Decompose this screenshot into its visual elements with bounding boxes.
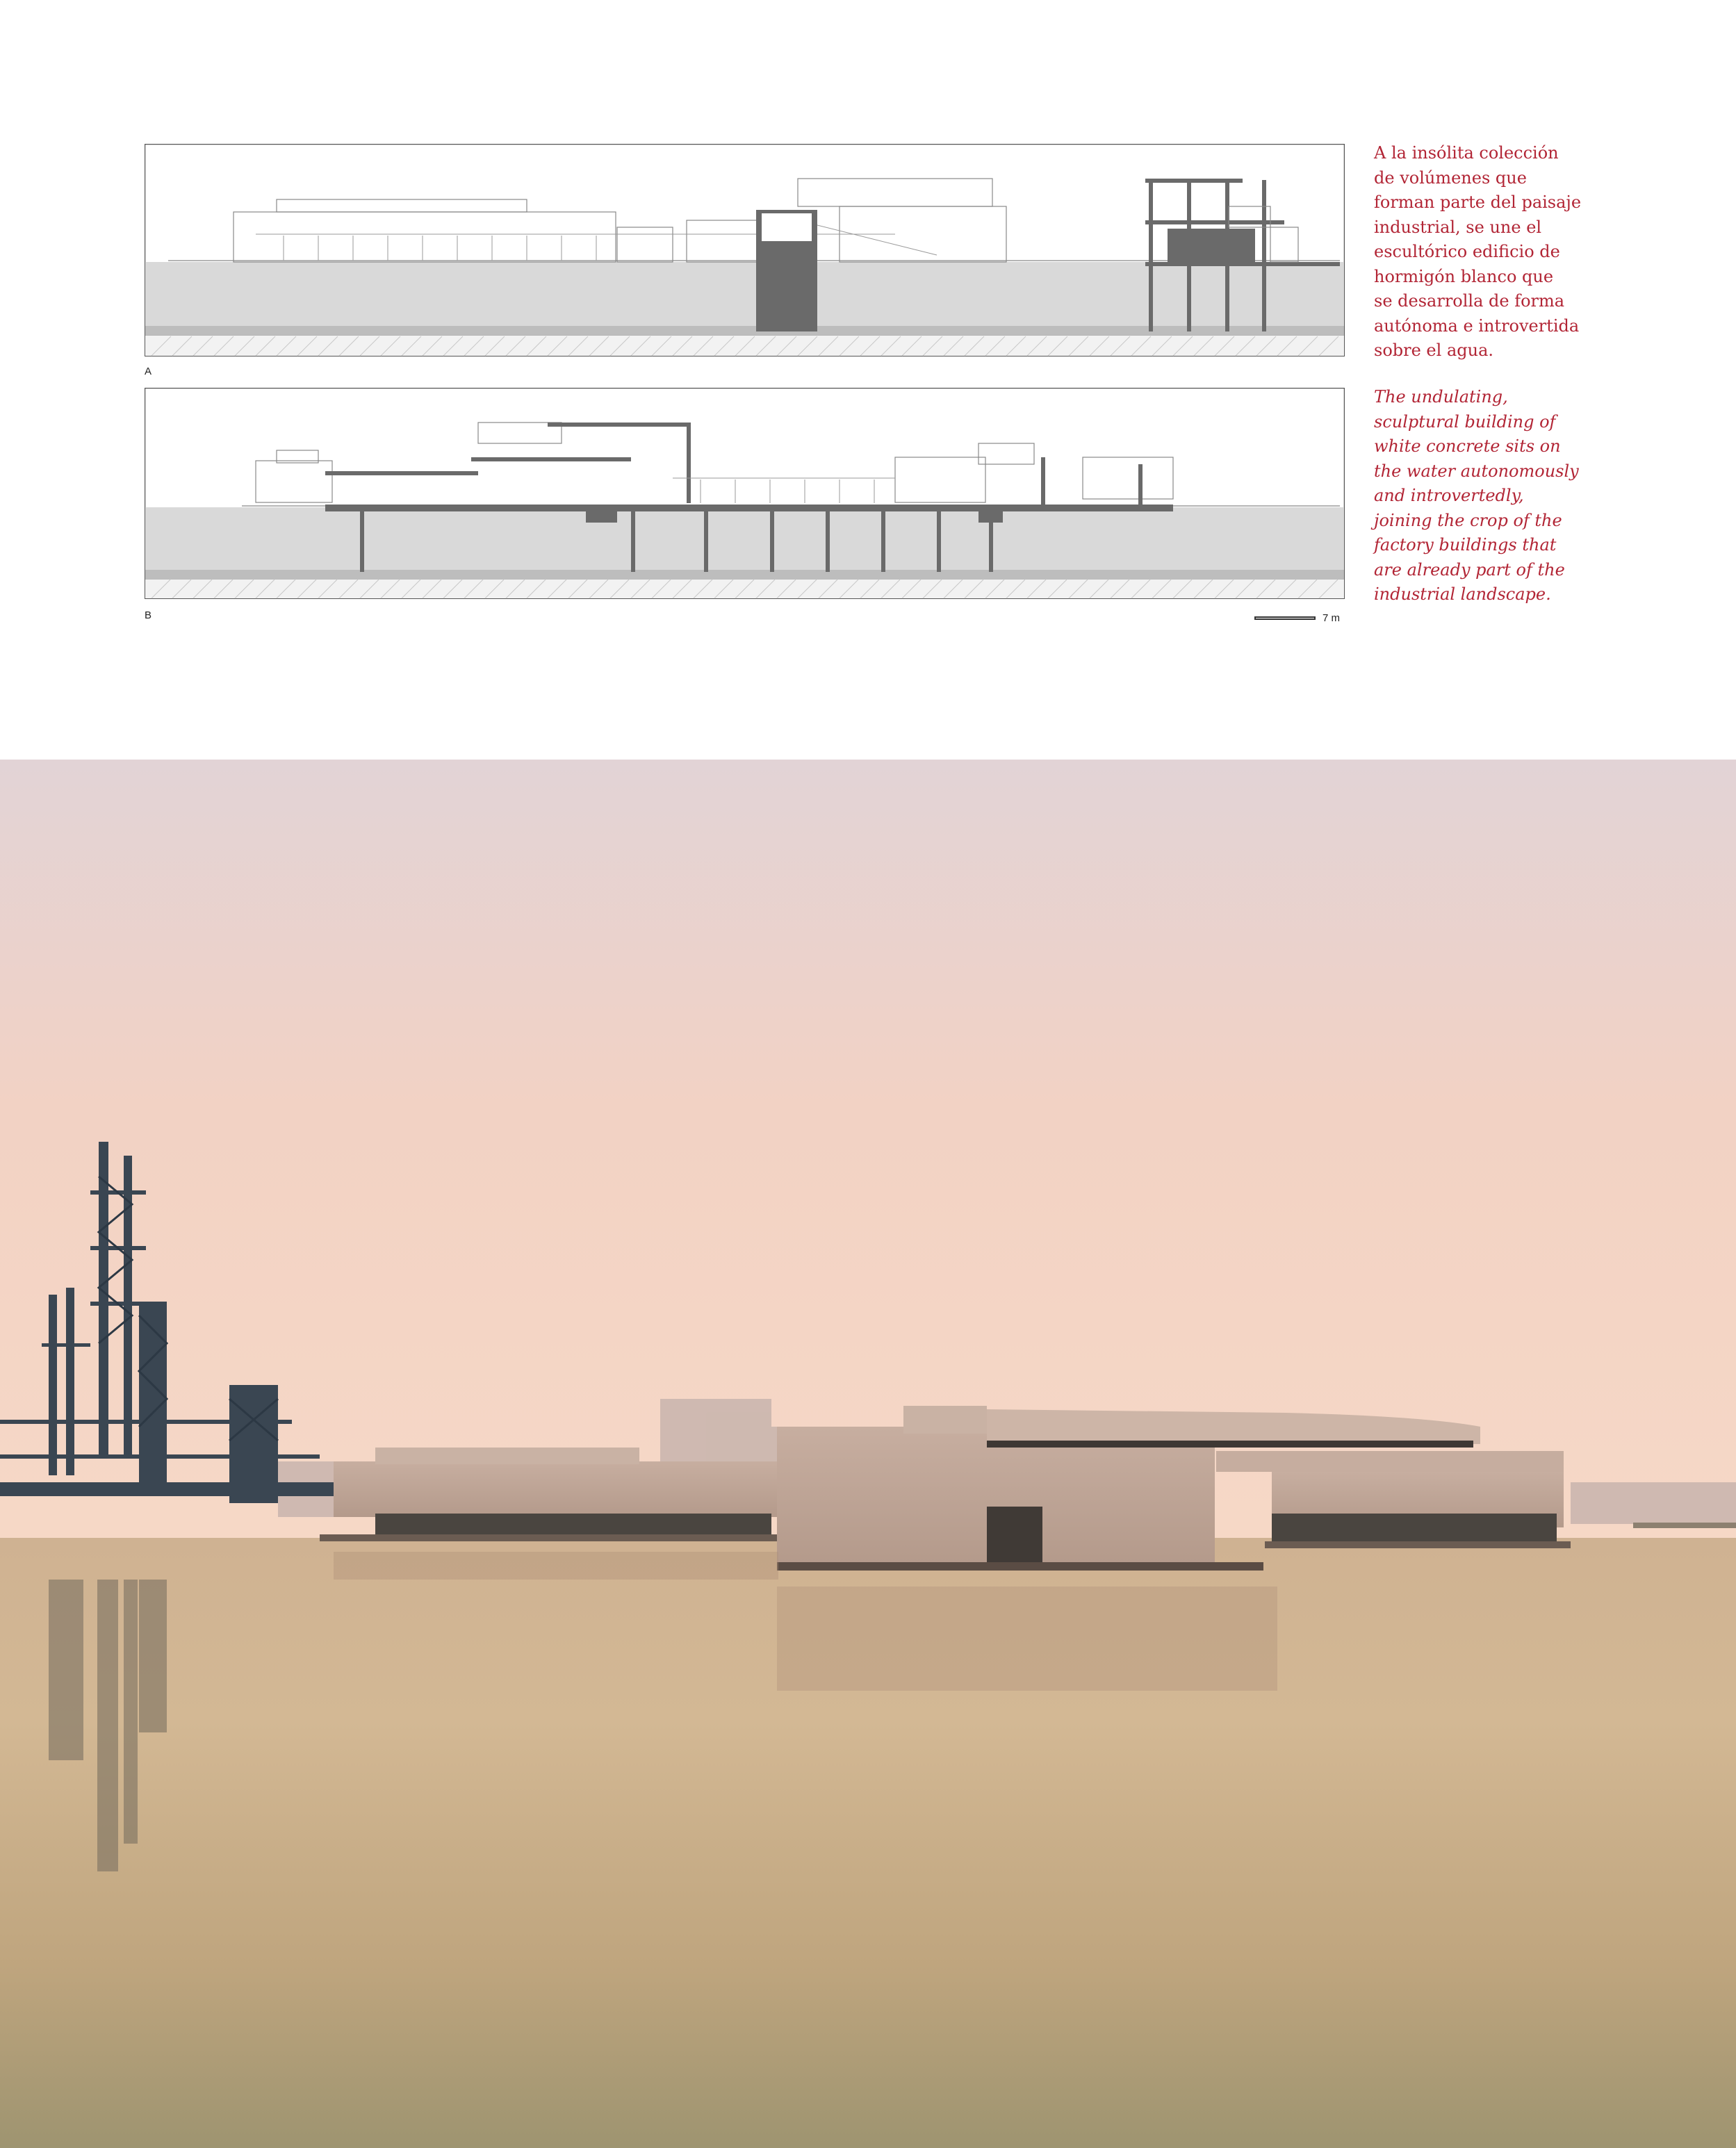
caption-english-line: white concrete sits on (1374, 436, 1561, 456)
caption-english-line: joining the crop of the (1374, 510, 1562, 530)
caption-english-line: sculptural building of (1374, 411, 1556, 432)
caption-english-line: factory buildings that (1374, 535, 1557, 555)
caption-spanish-line: se desarrolla de forma (1374, 291, 1565, 311)
caption-english-line: and introvertedly, (1374, 486, 1524, 505)
caption-spanish (1374, 141, 1603, 363)
caption-english-line: The undulating, (1374, 387, 1508, 407)
caption-spanish-line: hormigón blanco que (1374, 266, 1554, 286)
building-photograph (0, 760, 1736, 2148)
section-label-b: B (145, 609, 152, 621)
caption-english-line: industrial landscape. (1374, 584, 1551, 604)
caption-spanish-line: sobre el agua. (1374, 341, 1494, 360)
section-label-a: A (145, 366, 152, 377)
caption-spanish-line: de volúmenes que (1374, 167, 1527, 188)
caption-spanish-line: forman parte del paisaje (1374, 192, 1582, 212)
caption-spanish-line: A la insólita colección (1374, 143, 1559, 163)
caption-spanish-line: escultórico edificio de (1374, 242, 1560, 261)
scale-bar (1254, 613, 1345, 624)
caption-english-line: are already part of the (1374, 559, 1565, 580)
caption-english (1374, 385, 1603, 607)
section-drawing-b (145, 388, 1345, 599)
scale-bar-graphic (1254, 616, 1316, 620)
scale-bar-label: 7 m (1323, 612, 1341, 624)
caption-english-line: the water autonomously (1374, 461, 1579, 481)
caption-spanish-line: industrial, se une el (1374, 217, 1542, 237)
caption-spanish-line: autónoma e introvertida (1374, 315, 1580, 336)
section-drawing-a (145, 144, 1345, 356)
